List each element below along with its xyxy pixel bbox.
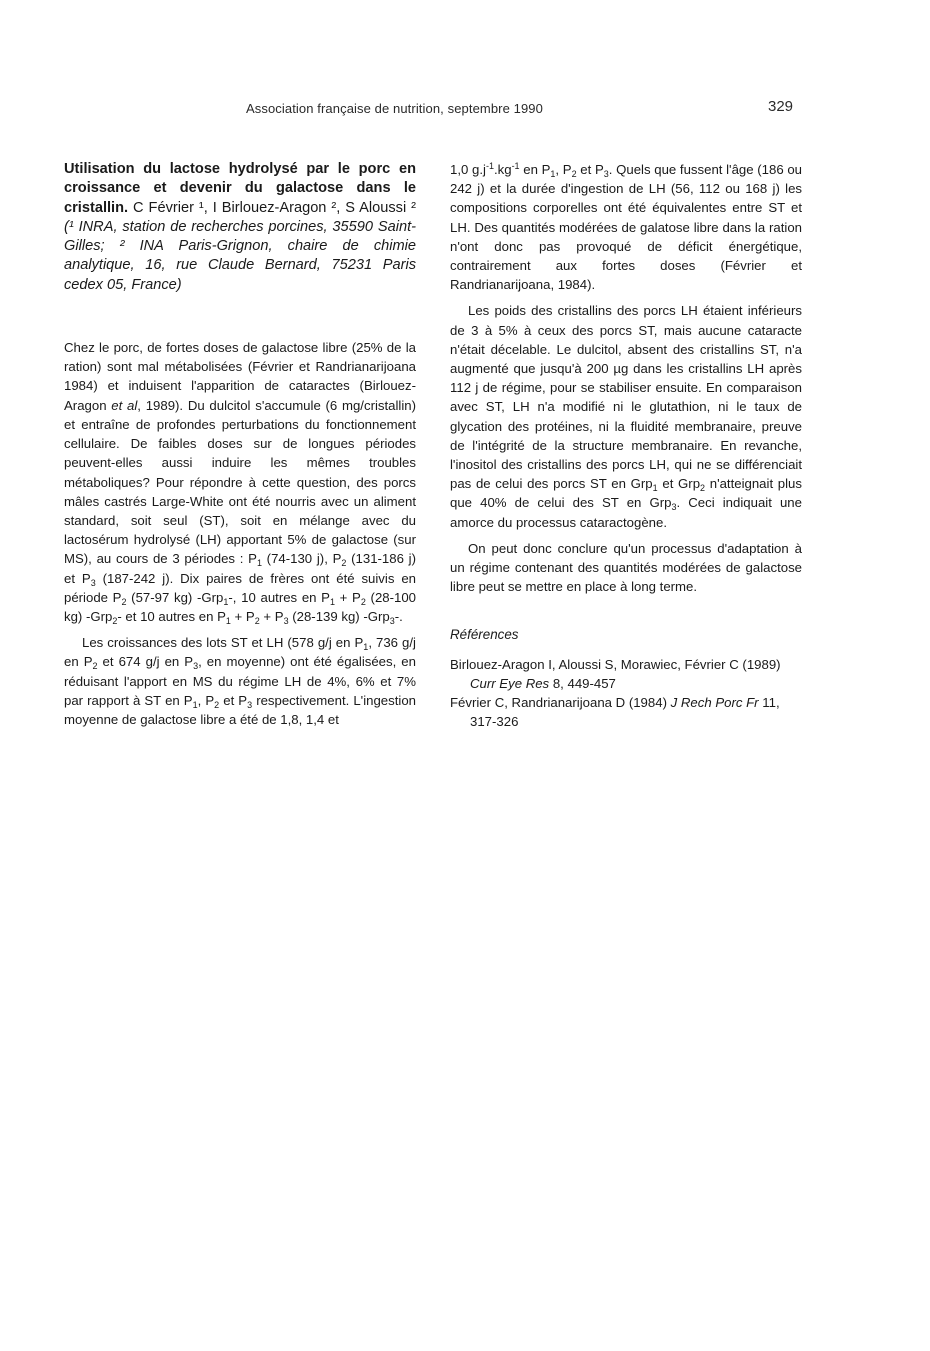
article-title: Utilisation du lactose hydrolysé par le porc en croissance et devenir du galactose dans le cristallin. <box>64 161 416 216</box>
article-authors: C Février ¹, I Birlouez-Aragon ², S Aloussi ² <box>133 199 416 216</box>
article-affiliations: (¹ INRA, station de recherches porcines, 35590 Saint-Gilles; ² INA Paris-Grignon, chaire de chimie analytique, 16, rue Claude Bernard, 75231 Paris cedex 05, France) <box>64 218 416 293</box>
reference-authors: Birlouez-Aragon I, Aloussi S, Morawiec, Février C (1989) <box>450 656 781 672</box>
page-number: 329 <box>768 98 794 115</box>
paragraph-3: Les poids des cristallins des porcs LH étaient inférieurs de 3 à 5% à ceux des porcs ST, mais aucune cataracte n'était décelable. Le dulcitol, absent des cristallins ST, n'a augmenté que jusqu'à 200 µg dans les cristallins LH après 112 j de régime, pour se stabiliser ensuite. En comparaison avec ST, LH n'a modifié ni le glutathion, ni le taux de glycation des protéines, ni la fluidité membranaire, preuve de l'intégrité de la structure membranaire. En revanche, l'inositol des cristallins des porcs LH, qui ne se différenciait pas de celui des porcs ST en Grp$_1$ et Grp$_2$ n'atteignait plus que 40% de celui des ST en Grp$_3$. Ceci indiquait une amorce du processus cataractogène. <box>450 303 802 530</box>
paragraph-1: Chez le porc, de fortes doses de galactose libre (25% de la ration) sont mal métabolisées (Février et Randrianarijoana 1984) et induisent l'apparition de cataractes (Birlouez-Aragon et al, 1989). Du dulcitol s'accumule (6 mg/cristallin) et entraîne de profondes perturbations du fonctionnement cellulaire. De faibles doses sur de longues périodes peuvent-elles aussi induire les mêmes troubles métaboliques? Pour répondre à cette question, des porcs mâles castrés Large-White ont été nourris avec un aliment standard, soit seul (ST), soit en mélange avec du lactosérum hydrolysé (LH) apportant 5% de galactose (sur MS), au cours de 3 périodes : $P_1$ (74-130 j), $P_2$ (131-186 j) et $P_3$ (187-242 j). Dix paires de frères ont été suivis en période $P_2$ (57-97 kg) -Grp$_1$-, 10 autres en $P_1 + P_2$ (28-100 kg) -Grp$_2$- et 10 autres en $P_1 + P_2 + P_3$ (28-139 kg) -Grp$_3$-. <box>64 340 417 626</box>
left-column <box>64 160 416 729</box>
running-head: Association française de nutrition, septembre 1990 <box>246 101 543 116</box>
paragraph-4: On peut donc conclure qu'un processus d'adaptation à un régime contenant des quantités modérées de galactose libre peut se mettre en place à long terme. <box>450 540 802 595</box>
right-column <box>450 160 802 731</box>
references-heading: Références <box>450 627 519 643</box>
reference-item <box>450 693 802 731</box>
reference-journal: Curr Eye Res <box>470 675 550 691</box>
reference-item <box>450 655 802 693</box>
paragraph-2a: Les croissances des lots ST et LH (578 g/j en $P_1$, 736 g/j en $P_2$ et 674 g/j en $P_3$, en moyenne) ont été égalisées, en réduisant l'apport en MS du régime LH de 4%, 6% et 7% par rapport à ST en $P_1$, $P_2$ et $P_3$ respectivement. L'ingestion moyenne de galactose libre a été de 1,8, 1,4 et <box>64 635 416 727</box>
reference-journal: J Rech Porc Fr <box>670 695 759 711</box>
paragraph-2b: 1,0 $g.j^{-1}.kg^{-1}$ en $P_1$, $P_2$ et $P_3$. Quels que fussent l'âge (186 ou 242 j) et la durée d'ingestion de LH (56, 112 ou 168 j) les compositions corporelles ont été équivalentes entre ST et LH. Des quantités modérées de galatose libre dans la ration n'ont donc pas provoqué de déficit énergétique, contrairement aux fortes doses (Février et Randrianarijoana, 1984). <box>450 161 802 293</box>
reference-details: 11, 317-326 <box>470 695 780 730</box>
reference-authors: Février C, Randrianarijoana D (1984) <box>450 695 667 711</box>
reference-details: 8, 449-457 <box>552 675 616 691</box>
article-heading <box>64 160 416 295</box>
